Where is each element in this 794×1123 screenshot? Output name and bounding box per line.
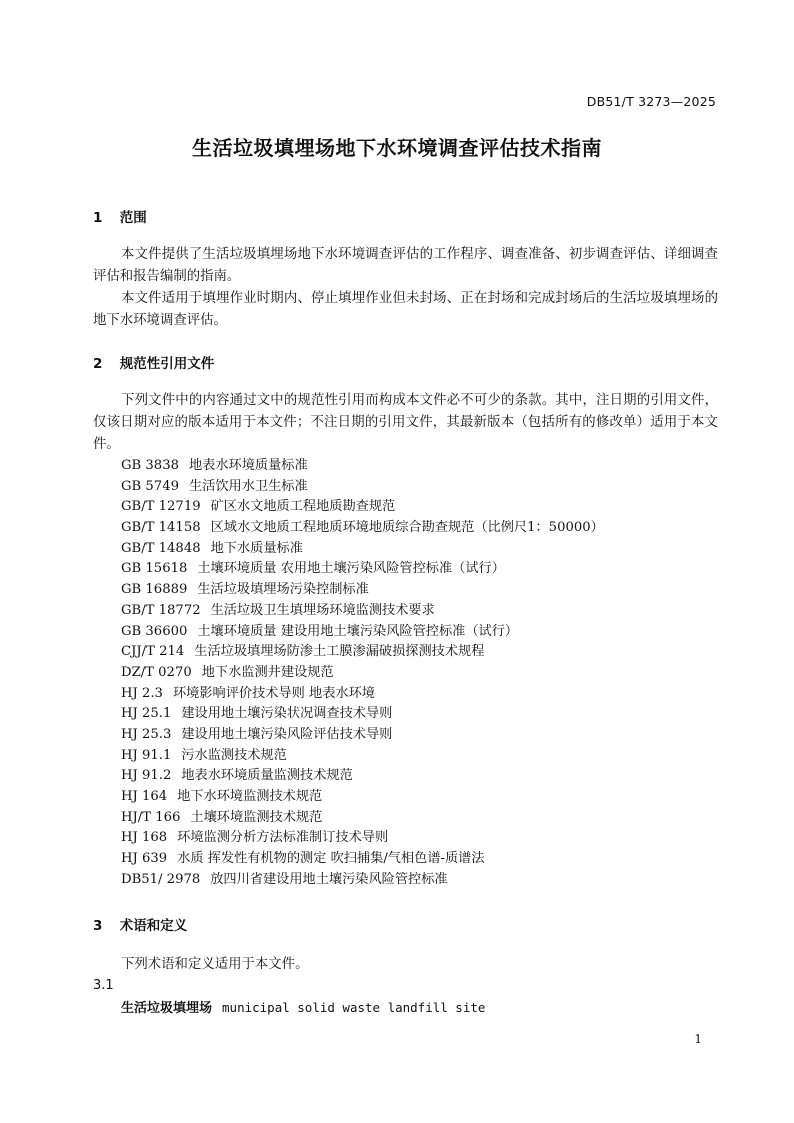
section-2-heading (93, 352, 214, 372)
reference-item (121, 704, 721, 725)
reference-list (121, 456, 721, 890)
term-number: 3.1 (93, 978, 114, 993)
reference-item (121, 518, 721, 539)
section-3-intro: 下列术语和定义适用于本文件。 (121, 957, 309, 972)
reference-item (121, 477, 721, 498)
reference-code: HJ/T 166 (121, 809, 181, 825)
reference-title: 土壤环境质量 建设用地土壤污染风险管控标准（试行） (197, 623, 519, 639)
reference-code: CJJ/T 214 (121, 644, 185, 660)
section-3-number: 3 (93, 918, 103, 934)
reference-code: GB/T 14848 (121, 540, 201, 556)
reference-item (121, 663, 721, 684)
reference-item (121, 766, 721, 787)
reference-title: 地下水环境监测技术规范 (177, 789, 323, 804)
reference-item (121, 539, 721, 560)
reference-code: HJ 639 (121, 851, 168, 867)
section-2-title: 规范性引用文件 (119, 356, 215, 372)
reference-title: 污水监测技术规范 (181, 747, 287, 763)
reference-title: 生活饮用水卫生标准 (188, 478, 308, 494)
reference-item (121, 870, 721, 891)
reference-title: 地下水监测井建设规范 (201, 664, 334, 680)
reference-code: HJ 25.3 (121, 726, 172, 742)
reference-title: 地表水环境质量监测技术规范 (181, 768, 353, 784)
reference-title: 放四川省建设用地土壤污染风险管控标准 (210, 871, 448, 887)
reference-code: HJ 25.1 (121, 706, 172, 722)
reference-item (121, 642, 721, 663)
reference-item (121, 580, 721, 601)
reference-code: GB 5749 (121, 478, 179, 494)
reference-title: 地表水环境质量标准 (188, 458, 308, 473)
reference-item (121, 456, 721, 477)
term-entry (121, 997, 485, 1016)
reference-title: 环境监测分析方法标准制订技术导则 (177, 830, 389, 846)
reference-title: 区域水文地质工程地质环境地质综合勘查规范（比例尺1：50000） (210, 520, 604, 536)
reference-code: GB 15618 (121, 561, 188, 577)
reference-code: HJ 91.2 (121, 768, 172, 784)
reference-code: DB51/ 2978 (121, 871, 201, 887)
reference-item (121, 559, 721, 580)
reference-code: HJ 91.1 (121, 747, 172, 763)
section-1-paragraph-1: 本文件提供了生活垃圾填埋场地下水环境调查评估的工作程序、调查准备、初步调查评估、详细调查评估和报告编制的指南。 (93, 247, 718, 284)
reference-title: 生活垃圾卫生填埋场环境监测技术要求 (210, 602, 435, 618)
reference-item (121, 497, 721, 518)
reference-code: GB 36600 (121, 623, 188, 639)
reference-item (121, 808, 721, 829)
reference-code: GB 3838 (121, 458, 179, 473)
section-1-title: 范围 (119, 210, 147, 226)
reference-item (121, 746, 721, 767)
reference-item (121, 849, 721, 870)
reference-code: HJ 2.3 (121, 685, 163, 701)
reference-item (121, 725, 721, 746)
reference-title: 环境影响评价技术导则 地表水环境 (172, 685, 375, 701)
term-english: municipal solid waste landfill site (222, 1000, 486, 1015)
reference-title: 生活垃圾填埋场污染控制标准 (197, 582, 369, 598)
reference-code: DZ/T 0270 (121, 664, 192, 680)
reference-code: HJ 168 (121, 830, 168, 846)
reference-title: 建设用地土壤污染状况调查技术导则 (181, 706, 393, 722)
section-3-heading (93, 914, 187, 934)
reference-code: GB 16889 (121, 582, 188, 598)
document-title: 生活垃圾填埋场地下水环境调查评估技术指南 (192, 136, 602, 160)
reference-item (121, 622, 721, 643)
section-2-intro: 下列文件中的内容通过文中的规范性引用而构成本文件必不可少的条款。其中，注日期的引用文件，仅该日期对应的版本适用于本文件；不注日期的引用文件，其最新版本（包括所有的修改单）适用于本文件。 (93, 393, 718, 452)
section-3-title: 术语和定义 (119, 918, 188, 934)
page-number: 1 (694, 1032, 702, 1046)
reference-title: 生活垃圾填埋场防渗土工膜渗漏破损探测技术规程 (194, 644, 485, 660)
reference-item (121, 684, 721, 705)
section-1-paragraph-2: 本文件适用于填埋作业时期内、停止填埋作业但未封场、正在封场和完成封场后的生活垃圾填埋场的地下水环境调查评估。 (93, 291, 718, 328)
reference-title: 地下水质量标准 (210, 540, 303, 556)
section-1-heading (93, 206, 147, 226)
reference-code: GB/T 14158 (121, 520, 201, 536)
document-code: DB51/T 3273—2025 (586, 94, 716, 109)
reference-title: 水质 挥发性有机物的测定 吹扫捕集/气相色谱-质谱法 (177, 851, 485, 867)
reference-title: 土壤环境监测技术规范 (190, 809, 323, 825)
reference-item (121, 787, 721, 808)
reference-item (121, 828, 721, 849)
reference-title: 建设用地土壤污染风险评估技术导则 (181, 726, 393, 742)
reference-title: 土壤环境质量 农用地土壤污染风险管控标准（试行） (197, 561, 505, 577)
reference-code: HJ 164 (121, 789, 168, 804)
section-2-number: 2 (93, 356, 103, 372)
section-1-number: 1 (93, 210, 103, 226)
reference-item (121, 601, 721, 622)
reference-title: 矿区水文地质工程地质勘查规范 (210, 499, 396, 515)
reference-code: GB/T 18772 (121, 602, 201, 618)
term-chinese: 生活垃圾填埋场 (121, 1001, 213, 1016)
reference-code: GB/T 12719 (121, 499, 201, 515)
